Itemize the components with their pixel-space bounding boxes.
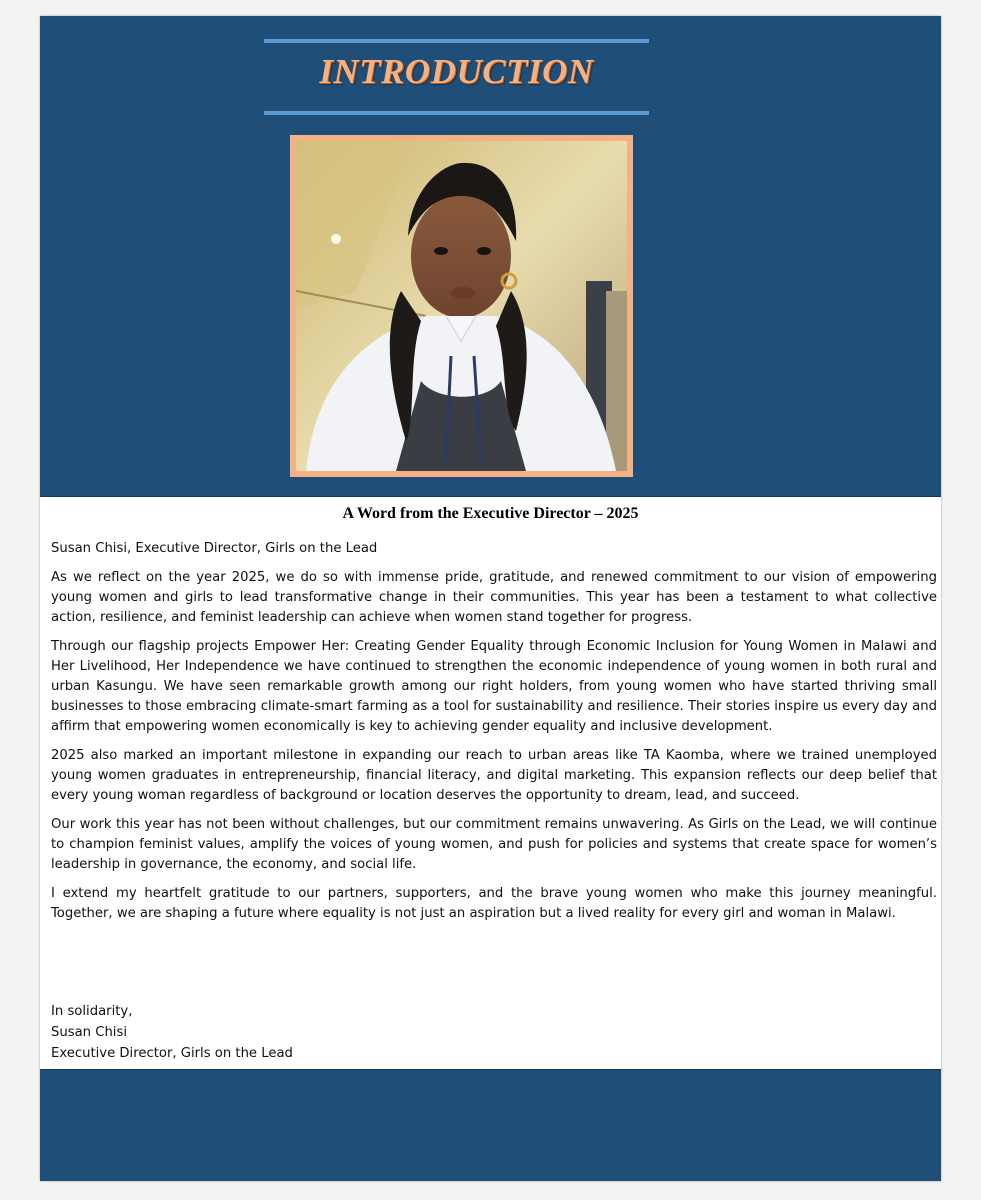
letter-signoff: [51, 1001, 293, 1064]
signer-title: Executive Director, Girls on the Lead: [51, 1046, 293, 1061]
letter-paragraph: Through our flagship projects Empower Her: Creating Gender Equality through Economic Inclusion for Young Women in Malawi and Her Livelihood, Her Independence we have continued to strengthen the economic independence of young women in both rural and urban Kasungu. We have seen remarkable growth among our right holders, from young women who have started thriving small businesses to those embracing climate-smart farming as a tool for sustainability and resilience. Their stories inspire us every day and affirm that empowering women economically is key to achieving gender equality and inclusive development.: [51, 639, 937, 734]
title-top-rule: [264, 39, 649, 43]
letter-paragraph: I extend my heartfelt gratitude to our partners, supporters, and the brave young women who make this journey meaningful. Together, we are shaping a future where equality is not just an aspiration but a lived reality for every girl and woman in Malawi.: [51, 886, 937, 921]
letter-body: [51, 539, 937, 933]
director-portrait-photo: [296, 141, 627, 471]
closing-line: In solidarity,: [51, 1004, 133, 1019]
document-page: [40, 16, 941, 1181]
portrait-frame: [290, 135, 633, 477]
title-bottom-rule: [264, 111, 649, 115]
signer-name: Susan Chisi: [51, 1025, 127, 1040]
page-title: INTRODUCTION: [319, 52, 594, 91]
letter-heading: A Word from the Executive Director – 2025: [342, 505, 639, 522]
letter-byline: Susan Chisi, Executive Director, Girls on the Lead: [51, 541, 378, 556]
letter-paragraph: Our work this year has not been without challenges, but our commitment remains unwavering. As Girls on the Lead, we will continue to champion feminist values, amplify the voices of young women, and push for policies and systems that create space for women’s leadership in governance, the economy, and social life.: [51, 817, 937, 872]
letter-paragraph: As we reflect on the year 2025, we do so with immense pride, gratitude, and renewed commitment to our vision of empowering young women and girls to lead transformative change in their communities. This year has been a testament to what collective action, resilience, and feminist leadership can achieve when women stand together for progress.: [51, 570, 937, 625]
letter-paragraph: 2025 also marked an important milestone in expanding our reach to urban areas like TA Kaomba, where we trained unemployed young women graduates in entrepreneurship, financial literacy, and digital marketing. This expansion reflects our deep belief that every young woman regardless of background or location deserves the opportunity to dream, lead, and succeed.: [51, 748, 937, 803]
letter-panel: [40, 496, 941, 1070]
